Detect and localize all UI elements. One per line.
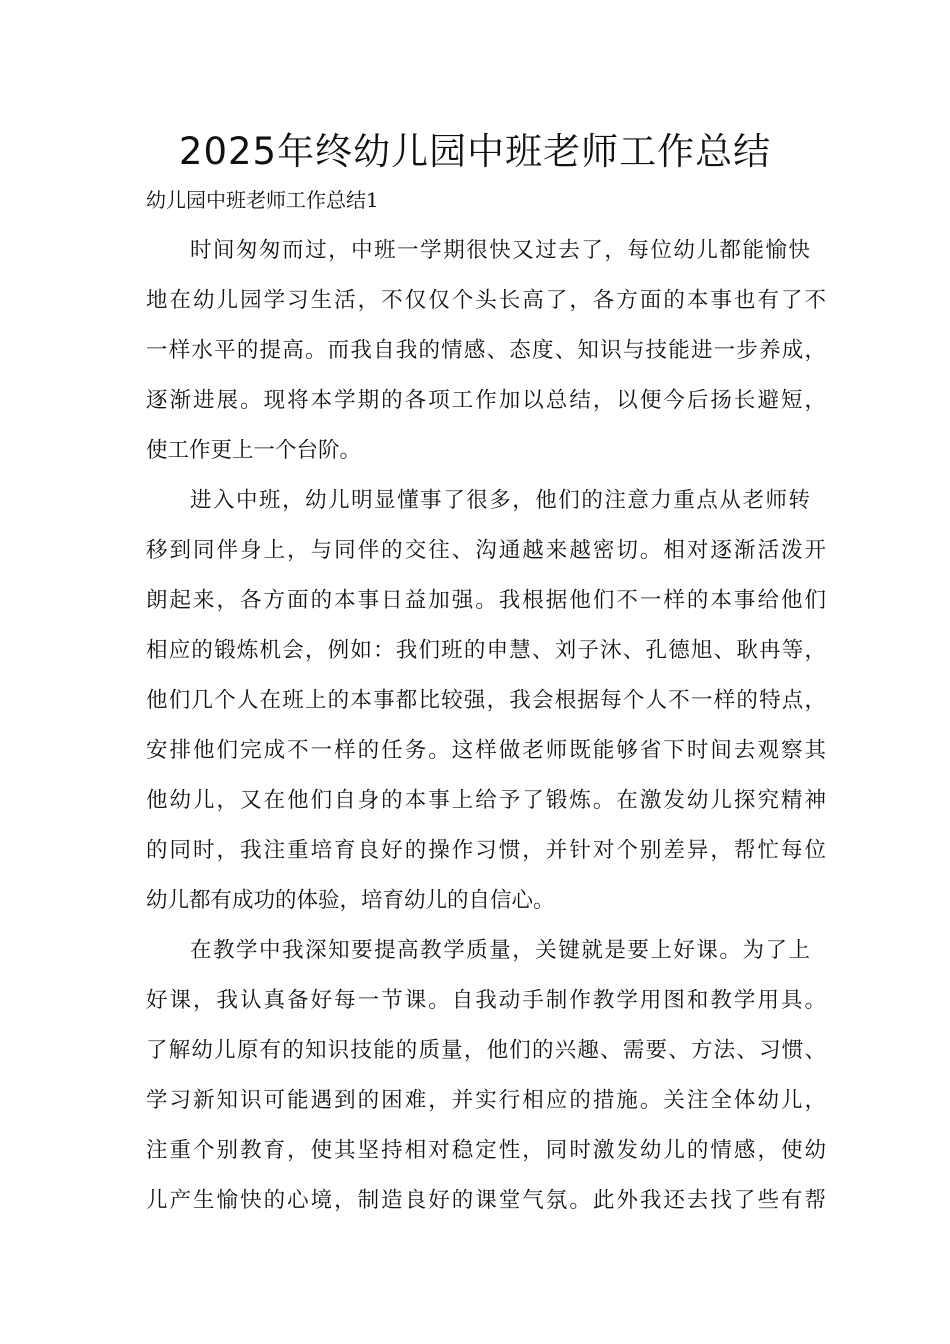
paragraph-2-line-5: 他们几个人在班上的本事都比较强，我会根据每个人不一样的特点， [146, 688, 826, 713]
paragraph-1-line-3: 一样水平的提高。而我自我的情感、态度、知识与技能进一步养成， [146, 338, 826, 363]
paragraph-1-line-2: 地在幼儿园学习生活，不仅仅个头长高了，各方面的本事也有了不 [146, 288, 826, 313]
paragraph-3-line-1: 在教学中我深知要提高教学质量，关键就是要上好课。为了上 [190, 938, 810, 963]
paragraph-3-line-4: 学习新知识可能遇到的困难，并实行相应的措施。关注全体幼儿， [146, 1088, 826, 1113]
paragraph-2-line-3: 朗起来，各方面的本事日益加强。我根据他们不一样的本事给他们 [146, 588, 826, 613]
document-subtitle: 幼儿园中班老师工作总结1 [146, 188, 379, 212]
paragraph-1-line-1: 时间匆匆而过，中班一学期很快又过去了，每位幼儿都能愉快 [190, 238, 810, 263]
document-title: 2025年终幼儿园中班老师工作总结 [178, 130, 772, 173]
paragraph-2-line-2: 移到同伴身上，与同伴的交往、沟通越来越密切。相对逐渐活泼开 [146, 538, 826, 563]
paragraph-2-line-8: 的同时，我注重培育良好的操作习惯，并针对个别差异，帮忙每位 [146, 838, 826, 863]
paragraph-3-line-5: 注重个别教育，使其坚持相对稳定性，同时激发幼儿的情感，使幼 [146, 1138, 826, 1163]
paragraph-1-line-4: 逐渐进展。现将本学期的各项工作加以总结，以便今后扬长避短， [146, 388, 826, 413]
paragraph-3-line-2: 好课，我认真备好每一节课。自我动手制作教学用图和教学用具。 [146, 988, 826, 1013]
paragraph-2-line-9: 幼儿都有成功的体验，培育幼儿的自信心。 [146, 888, 555, 913]
paragraph-3-line-3: 了解幼儿原有的知识技能的质量，他们的兴趣、需要、方法、习惯、 [146, 1038, 826, 1063]
paragraph-3-line-6: 儿产生愉快的心境，制造良好的课堂气氛。此外我还去找了些有帮 [146, 1188, 826, 1213]
paragraph-2-line-6: 安排他们完成不一样的任务。这样做老师既能够省下时间去观察其 [146, 738, 826, 763]
paragraph-2-line-7: 他幼儿，又在他们自身的本事上给予了锻炼。在激发幼儿探究精神 [146, 788, 826, 813]
paragraph-2-line-1: 进入中班，幼儿明显懂事了很多，他们的注意力重点从老师转 [190, 488, 810, 513]
paragraph-1-line-5: 使工作更上一个台阶。 [146, 438, 362, 463]
paragraph-2-line-4: 相应的锻炼机会，例如：我们班的申慧、刘子沐、孔德旭、耿冉等， [146, 638, 826, 663]
